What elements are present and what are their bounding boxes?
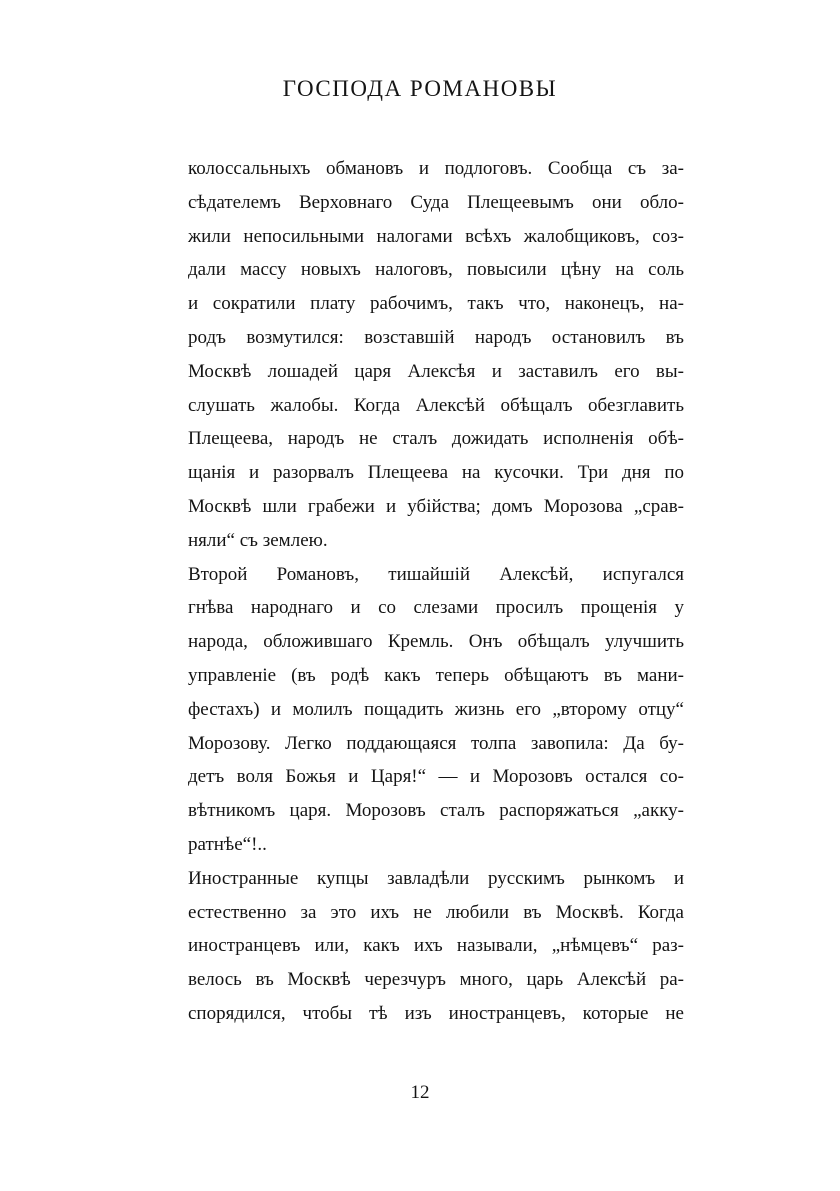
text-line: и сократили плату рабочимъ, такъ что, наконецъ, на-: [188, 293, 684, 315]
text-line: сѣдателемъ Верховнаго Суда Плещеевымъ они обло-: [188, 191, 684, 213]
text-line: управленіе (въ родѣ какъ теперь обѣщаютъ въ мани-: [188, 664, 684, 686]
running-header: ГОСПОДА РОМАНОВЫ: [282, 76, 558, 101]
text-line: детъ воля Божья и Царя!“ — и Морозовъ остался со-: [188, 766, 684, 788]
text-line: народа, обложившаго Кремль. Онъ обѣщалъ улучшить: [188, 631, 684, 653]
page-number: 12: [410, 1082, 430, 1103]
text-line: Москвѣ лошадей царя Алексѣя и заставилъ его вы-: [188, 360, 684, 382]
text-line: слушать жалобы. Когда Алексѣй обѣщалъ обезглавить: [188, 394, 684, 416]
text-line: Москвѣ шли грабежи и убійства; домъ Морозова „срав-: [188, 495, 684, 517]
text-line: иностранцевъ или, какъ ихъ называли, „нѣмцевъ“ раз-: [188, 935, 684, 957]
text-line: родъ возмутился: возставшій народъ остановилъ въ: [188, 326, 684, 348]
text-line: ратнѣе“!..: [188, 833, 267, 855]
text-line: Морозову. Легко поддающаяся толпа завопила: Да бу-: [188, 732, 684, 754]
text-line: няли“ съ землею.: [188, 529, 328, 551]
text-line: жили непосильными налогами всѣхъ жалобщиковъ, соз-: [188, 225, 684, 247]
body-text: [188, 152, 684, 1031]
text-line: спорядился, чтобы тѣ изъ иностранцевъ, которые не: [188, 1002, 684, 1024]
text-line: Иностранные купцы завладѣли русскимъ рынкомъ и: [188, 867, 684, 889]
text-line: вѣтникомъ царя. Морозовъ сталъ распоряжаться „акку-: [188, 800, 684, 822]
text-line: щанія и разорвалъ Плещеева на кусочки. Три дня по: [188, 462, 684, 484]
text-line: гнѣва народнаго и со слезами просилъ прощенія у: [188, 597, 684, 619]
text-line: фестахъ) и молилъ пощадить жизнь его „второму отцу“: [188, 698, 684, 720]
text-line: Плещеева, народъ не сталъ дожидать исполненія обѣ-: [188, 428, 684, 450]
text-line: дали массу новыхъ налоговъ, повысили цѣну на соль: [188, 259, 684, 281]
text-line: естественно за это ихъ не любили въ Москвѣ. Когда: [188, 901, 684, 923]
text-line: Второй Романовъ, тишайшій Алексѣй, испугался: [188, 563, 684, 585]
text-line: велось въ Москвѣ черезчуръ много, царь Алексѣй ра-: [188, 969, 684, 991]
text-line: колоссальныхъ обмановъ и подлоговъ. Сообща съ за-: [188, 158, 684, 179]
